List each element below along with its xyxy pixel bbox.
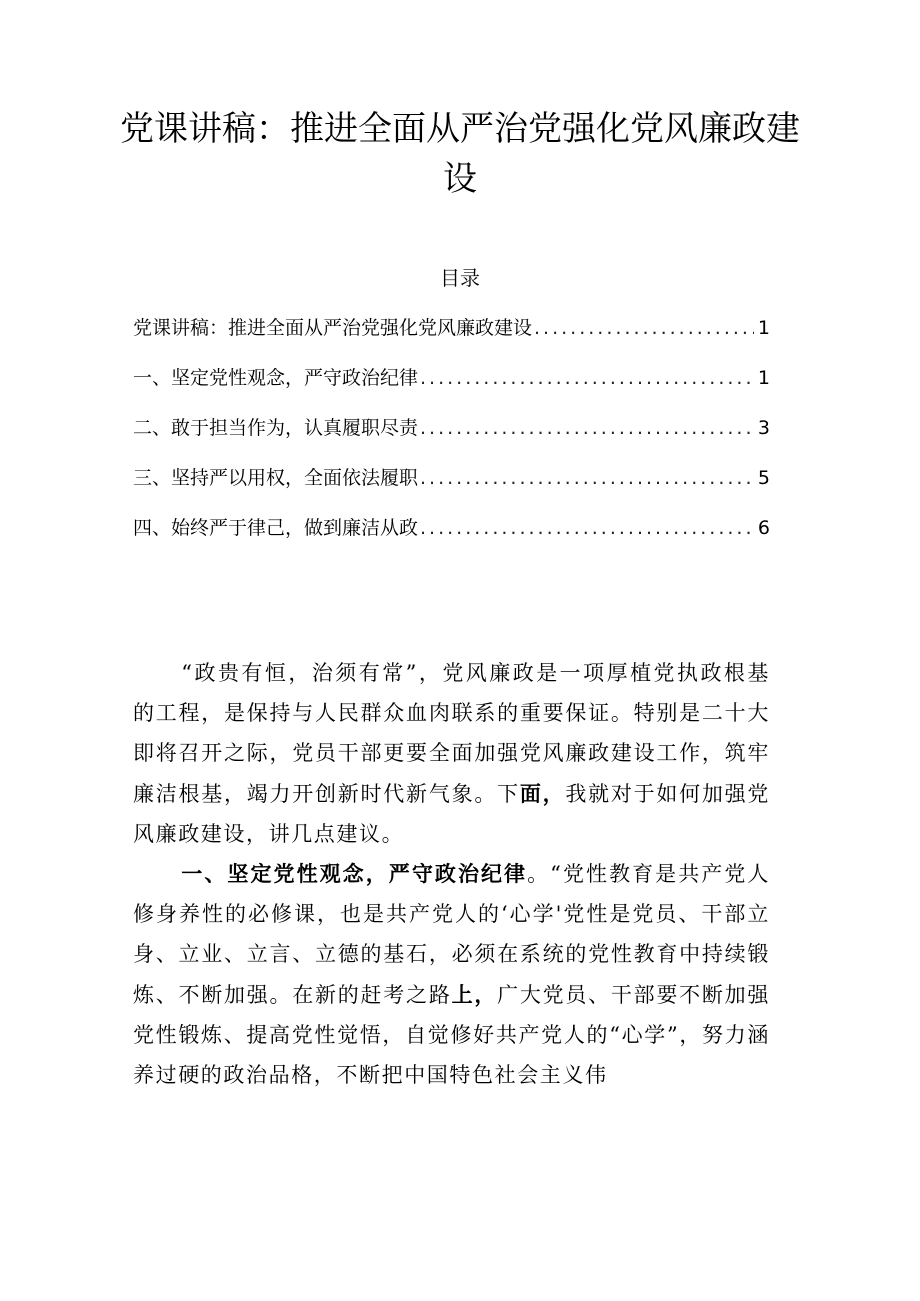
toc-entry-text: 四、始终严于律己，做到廉洁从政 <box>133 517 419 539</box>
document-title: 党课讲稿：推进全面从严治党强化党风廉政建设 <box>120 109 800 199</box>
toc-dot-leader <box>420 363 754 393</box>
toc-dot-leader <box>420 513 754 543</box>
toc-entry[interactable] <box>133 313 770 363</box>
toc-entry-text: 二、敢于担当作为，认真履职尽责 <box>133 417 419 439</box>
toc-dot-leader <box>420 413 754 443</box>
bold-text: 上， <box>451 982 498 1007</box>
paragraph-text: 广大党员、干部要不断加强党性锻炼、提高党性觉悟，自觉修好共产党人的“心学”，努力涵养过硬的政治品格，不断把中国特色社会主义伟 <box>133 982 770 1088</box>
paragraph-text: “政贵有恒，治须有常”，党风廉政是一项厚植党执政根基的工程，是保持与人民群众血肉联系的重要保证。特别是二十大即将召开之际，党员干部更要全面加强党风廉政建设工作，筑牢廉洁根基，竭力开创新时代新气象。下 <box>133 661 770 806</box>
toc-page-number: 1 <box>757 317 770 339</box>
toc-dot-leader <box>534 313 754 343</box>
body-paragraph-section-1 <box>133 854 770 1095</box>
toc-page-number: 5 <box>757 467 770 489</box>
toc-heading: 目录 <box>440 266 480 290</box>
toc-entry[interactable] <box>133 463 770 513</box>
toc-page-number: 6 <box>757 517 770 539</box>
toc-entry-text: 党课讲稿：推进全面从严治党强化党风廉政建设 <box>133 317 533 339</box>
toc-page-number: 1 <box>757 367 770 389</box>
bold-text: 面， <box>519 781 566 806</box>
section-heading: 一、坚定党性观念，严守政治纪律 <box>181 862 528 887</box>
paragraph-text: 。“党性教育是共产党人修身养性的必修课，也是共产党人的‘心学'党性是党员、干部立身、立业、立言、立德的基石，必须在系统的党性教育中持续锻炼、不断加强。在新的赶考之路 <box>133 862 771 1007</box>
body-paragraph-intro <box>133 653 770 854</box>
toc-entry-text: 三、坚持严以用权，全面依法履职 <box>133 467 419 489</box>
toc-entry[interactable] <box>133 363 770 413</box>
toc-page-number: 3 <box>757 417 770 439</box>
body-text <box>133 653 770 1095</box>
paragraph-text: 我就对于如何加强党风廉政建设，讲几点建议。 <box>133 781 770 846</box>
toc-entry[interactable] <box>133 413 770 463</box>
toc-entry-text: 一、坚定党性观念，严守政治纪律 <box>133 367 419 389</box>
toc-dot-leader <box>420 463 754 493</box>
table-of-contents <box>133 313 770 563</box>
toc-entry[interactable] <box>133 513 770 563</box>
